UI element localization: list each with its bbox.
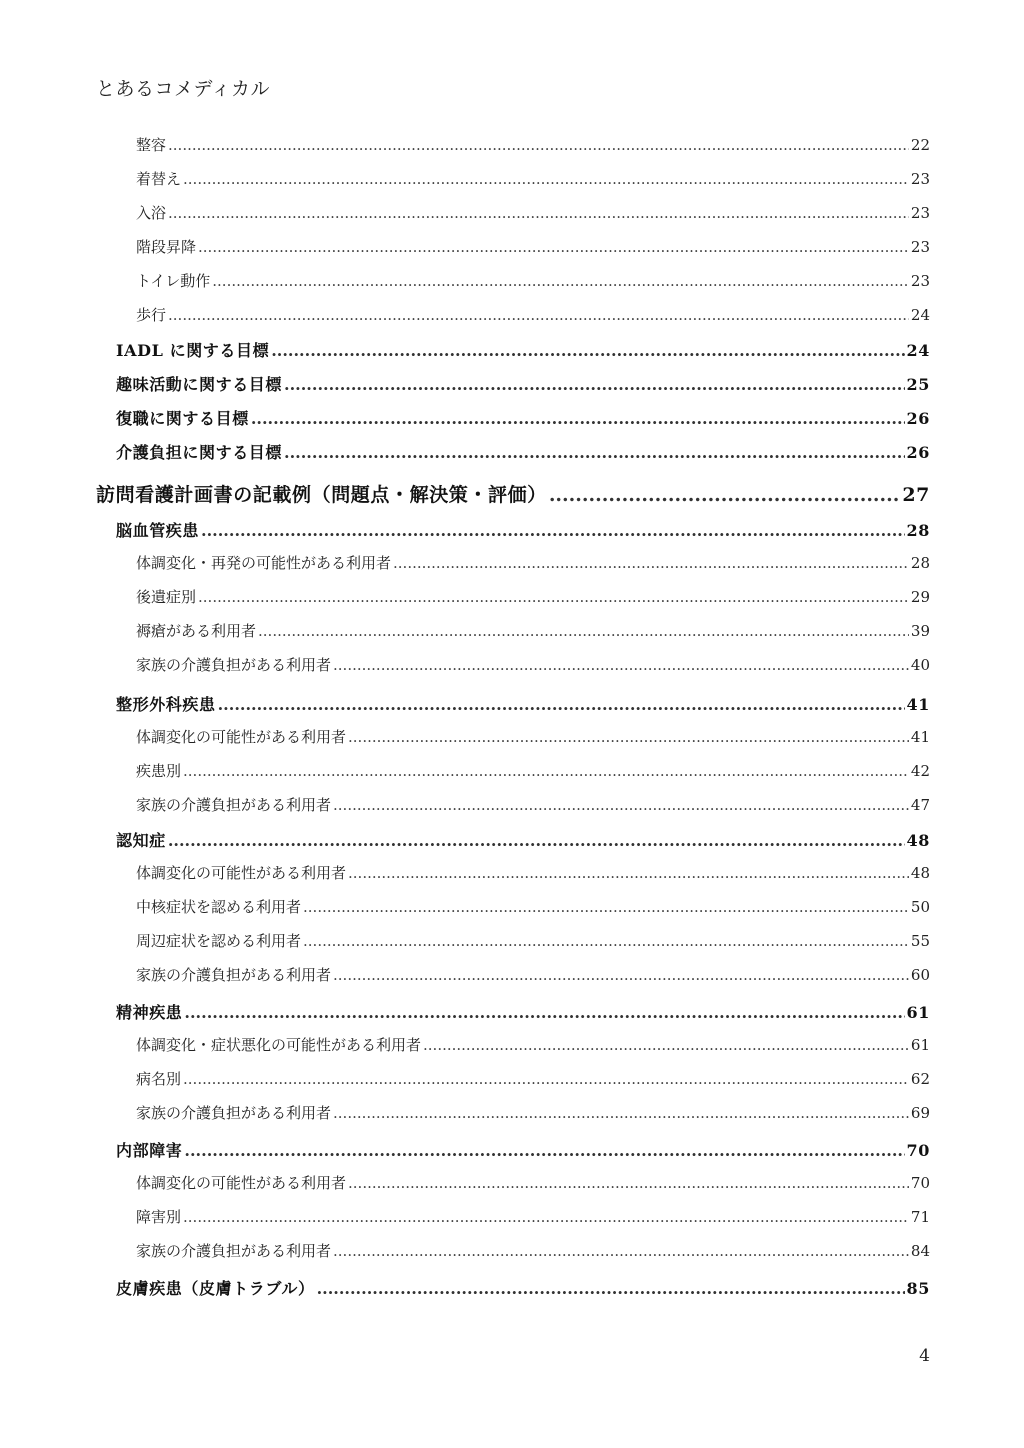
toc-dot-leader [198,588,909,606]
toc-entry[interactable] [116,1000,930,1023]
toc-dot-leader [251,409,905,428]
toc-entry-page: 27 [902,484,930,506]
toc-entry-page: 25 [906,375,930,394]
toc-entry-label: 着替え [136,170,182,188]
toc-entry-page: 85 [906,1279,930,1298]
toc-dot-leader [271,341,904,360]
toc-entry[interactable] [136,726,930,747]
toc-entry-label: 皮膚疾患（皮膚トラブル） [116,1279,315,1298]
toc-dot-leader [348,1174,909,1192]
toc-entry-page: 50 [910,898,930,916]
toc-entry-page: 62 [910,1070,930,1088]
toc-dot-leader [184,1003,904,1022]
toc-entry[interactable] [136,586,930,607]
toc-entry-page: 24 [906,341,930,360]
toc-entry-page: 60 [910,966,930,984]
toc-entry[interactable] [136,654,930,675]
toc-entry-label: IADL に関する目標 [116,341,270,360]
toc-entry-page: 29 [910,588,930,606]
toc-entry-page: 47 [910,796,930,814]
toc-entry-page: 28 [906,521,930,540]
toc-entry-page: 48 [906,831,930,850]
toc-dot-leader [218,695,905,714]
toc-entry[interactable] [116,518,930,541]
running-header: とあるコメディカル [96,78,270,100]
toc-entry-label: 整容 [136,136,167,154]
toc-dot-leader [317,1279,905,1298]
toc-entry-label: 家族の介護負担がある利用者 [136,656,332,674]
toc-dot-leader [183,1070,909,1088]
toc-dot-leader [198,238,909,256]
toc-entry[interactable] [116,338,930,361]
toc-entry-page: 23 [910,272,930,290]
toc-entry-label: 認知症 [116,831,166,850]
toc-entry-label: 復職に関する目標 [116,409,249,428]
toc-entry[interactable] [116,1276,930,1299]
toc-dot-leader [333,656,909,674]
toc-entry-label: 家族の介護負担がある利用者 [136,1242,332,1260]
toc-entry[interactable] [136,862,930,883]
toc-dot-leader [168,306,909,324]
toc-entry-page: 61 [906,1003,930,1022]
toc-entry[interactable] [136,304,930,325]
toc-entry-label: 精神疾患 [116,1003,183,1022]
toc-dot-leader [284,443,905,462]
toc-entry-page: 28 [910,554,930,572]
toc-entry-label: 歩行 [136,306,167,324]
toc-entry[interactable] [136,270,930,291]
toc-entry-page: 24 [910,306,930,324]
toc-dot-leader [168,136,909,154]
toc-entry-label: 障害別 [136,1208,182,1226]
toc-entry[interactable] [136,168,930,189]
toc-entry-page: 23 [910,170,930,188]
toc-entry-label: 整形外科疾患 [116,695,216,714]
toc-entry-label: 病名別 [136,1070,182,1088]
toc-entry-label: 趣味活動に関する目標 [116,375,283,394]
toc-dot-leader [333,1242,909,1260]
toc-entry[interactable] [116,828,930,851]
toc-dot-leader [183,1208,909,1226]
toc-dot-leader [284,375,905,394]
toc-entry-label: 入浴 [136,204,167,222]
toc-entry[interactable] [136,620,930,641]
toc-entry-label: 周辺症状を認める利用者 [136,932,302,950]
toc-entry-page: 70 [906,1141,930,1160]
toc-dot-leader [549,484,901,506]
toc-entry-label: 疾患別 [136,762,182,780]
toc-entry-label: 家族の介護負担がある利用者 [136,1104,332,1122]
toc-entry[interactable] [136,1172,930,1193]
toc-entry[interactable] [116,406,930,429]
toc-entry-label: 体調変化・症状悪化の可能性がある利用者 [136,1036,422,1054]
toc-entry-page: 40 [910,656,930,674]
toc-entry-label: 脳血管疾患 [116,521,200,540]
toc-entry-label: 家族の介護負担がある利用者 [136,796,332,814]
toc-entry-label: 体調変化の可能性がある利用者 [136,864,347,882]
toc-entry[interactable] [136,552,930,573]
toc-entry-label: 体調変化の可能性がある利用者 [136,728,347,746]
toc-entry-page: 48 [910,864,930,882]
toc-dot-leader [348,728,909,746]
toc-entry-label: トイレ動作 [136,272,211,290]
toc-entry-page: 42 [910,762,930,780]
toc-dot-leader [183,762,909,780]
toc-dot-leader [183,170,909,188]
toc-entry[interactable] [96,480,930,507]
toc-entry[interactable] [136,1206,930,1227]
toc-entry-label: 褥瘡がある利用者 [136,622,257,640]
toc-entry-label: 階段昇降 [136,238,197,256]
toc-dot-leader [258,622,909,640]
toc-entry[interactable] [116,440,930,463]
toc-entry[interactable] [136,930,930,951]
toc-entry[interactable] [136,1068,930,1089]
toc-entry[interactable] [136,760,930,781]
toc-entry[interactable] [136,202,930,223]
toc-entry-label: 介護負担に関する目標 [116,443,283,462]
toc-entry-page: 41 [910,728,930,746]
toc-dot-leader [333,1104,909,1122]
toc-entry-label: 体調変化・再発の可能性がある利用者 [136,554,392,572]
toc-dot-leader [423,1036,909,1054]
toc-entry-page: 71 [910,1208,930,1226]
toc-dot-leader [333,966,909,984]
toc-entry-label: 家族の介護負担がある利用者 [136,966,332,984]
toc-entry-page: 69 [910,1104,930,1122]
toc-entry-page: 22 [910,136,930,154]
toc-entry-page: 61 [910,1036,930,1054]
toc-entry-label: 体調変化の可能性がある利用者 [136,1174,347,1192]
toc-entry-page: 23 [910,204,930,222]
toc-entry-page: 39 [910,622,930,640]
toc-entry-label: 後遺症別 [136,588,197,606]
toc-entry-page: 55 [910,932,930,950]
toc-entry-label: 中核症状を認める利用者 [136,898,302,916]
toc-entry-page: 84 [910,1242,930,1260]
toc-entry[interactable] [116,692,930,715]
toc-dot-leader [393,554,909,572]
toc-entry-page: 23 [910,238,930,256]
toc-entry-label: 内部障害 [116,1141,183,1160]
toc-entry[interactable] [136,964,930,985]
toc-entry[interactable] [116,1138,930,1161]
toc-entry[interactable] [136,896,930,917]
toc-entry[interactable] [136,794,930,815]
toc-entry-label: 訪問看護計画書の記載例（問題点・解決策・評価） [96,484,547,506]
toc-entry-page: 41 [906,695,930,714]
toc-entry-page: 26 [906,443,930,462]
toc-entry[interactable] [136,134,930,155]
page-number: 4 [919,1346,930,1366]
toc-entry[interactable] [116,372,930,395]
toc-dot-leader [303,932,909,950]
toc-dot-leader [184,1141,904,1160]
toc-dot-leader [303,898,909,916]
toc-dot-leader [168,204,909,222]
toc-dot-leader [333,796,909,814]
toc-entry[interactable] [136,1102,930,1123]
toc-entry-page: 70 [910,1174,930,1192]
toc-dot-leader [201,521,905,540]
toc-dot-leader [212,272,909,290]
toc-entry[interactable] [136,1240,930,1261]
toc-dot-leader [168,831,905,850]
toc-entry[interactable] [136,1034,930,1055]
toc-entry-page: 26 [906,409,930,428]
toc-entry[interactable] [136,236,930,257]
toc-dot-leader [348,864,909,882]
